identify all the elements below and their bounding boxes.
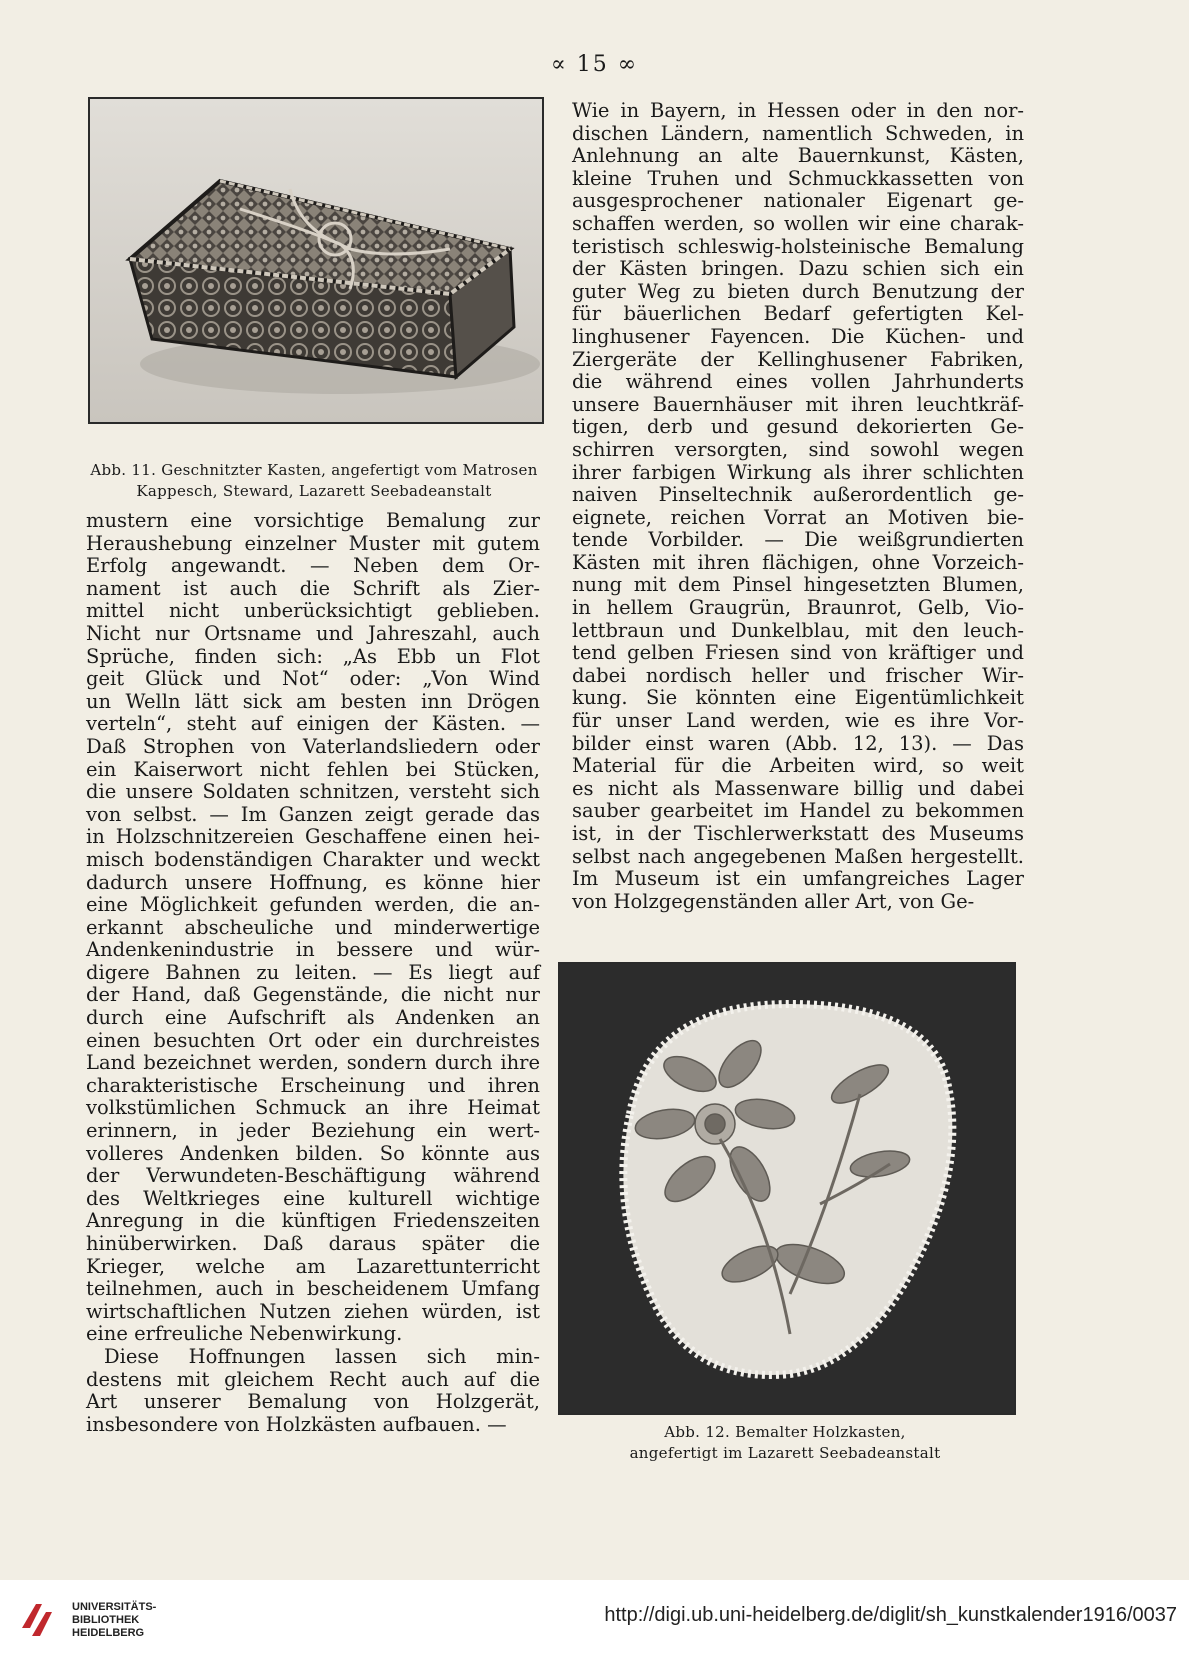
text-line: schaffen werden, so wollen wir eine charak-	[572, 211, 1024, 235]
logo-line: BIBLIOTHEK	[72, 1613, 140, 1626]
library-logo[interactable]	[18, 1598, 156, 1642]
text-line: Ziergeräte der Kellinghusener Fabriken,	[572, 347, 1024, 371]
text-line: für unser Land werden, wie es ihre Vor-	[572, 709, 1024, 733]
text-line: Heraushebung einzelner Muster mit gutem	[86, 531, 540, 555]
carved-box-image	[90, 99, 542, 422]
text-line: nung mit dem Pinsel hingesetzten Blumen,	[572, 573, 1024, 597]
library-logo-text	[72, 1601, 156, 1640]
text-line: destens mit gleichem Recht auch auf die	[86, 1367, 540, 1391]
page-number	[0, 52, 1189, 77]
text-line: dadurch unsere Hoffnung, es könne hier	[86, 870, 540, 894]
text-line: misch bodenständigen Charakter und weckt	[86, 847, 540, 871]
text-line: Art unserer Bemalung von Holzgerät,	[86, 1390, 540, 1414]
text-line: mittel nicht unberücksichtigt geblieben.	[86, 599, 540, 623]
text-line: es nicht als Massenware billig und dabei	[572, 776, 1024, 800]
figure-1-caption-line: Kappesch, Steward, Lazarett Seebadeanstalt	[136, 482, 492, 500]
text-line: von Holzgegenständen aller Art, von Ge-	[572, 889, 975, 913]
text-line: verteln“, steht auf einigen der Kästen. —	[86, 712, 540, 736]
text-line: die während eines vollen Jahrhunderts	[572, 370, 1024, 394]
figure-1-caption-line: Abb. 11. Geschnitzter Kasten, angefertigt vom Matrosen	[90, 461, 538, 479]
figure-carved-box	[88, 97, 544, 424]
text-line: eine Möglichkeit gefunden werden, die an-	[86, 893, 540, 917]
text-line: volkstümlichen Schmuck an ihre Heimat	[86, 1096, 540, 1120]
text-line: digere Bahnen zu leiten. — Es liegt auf	[86, 960, 540, 984]
text-line: teilnehmen, auch in bescheidenem Umfang	[86, 1277, 540, 1301]
left-text-column	[86, 510, 540, 1436]
text-line: insbesondere von Holzkästen aufbauen. —	[86, 1412, 507, 1436]
text-line: Diese Hoffnungen lassen sich min-	[104, 1344, 540, 1368]
text-line: Erfolg angewandt. — Neben dem Or-	[86, 554, 540, 578]
text-line: kung. Sie könnten eine Eigentümlichkeit	[572, 686, 1024, 710]
text-line: der Kästen bringen. Dazu schien sich ein	[572, 257, 1024, 281]
text-line: linghusener Fayencen. Die Küchen- und	[572, 324, 1024, 348]
text-line: teristisch schleswig-holsteinische Bemalung	[572, 234, 1024, 258]
figure-2-caption-line: Abb. 12. Bemalter Holzkasten,	[664, 1423, 906, 1441]
text-line: erinnern, in jeder Beziehung ein wert-	[86, 1119, 540, 1143]
text-line: Krieger, welche am Lazarettunterricht	[86, 1254, 540, 1278]
figure-painted-box	[558, 962, 1016, 1415]
text-line: volleres Andenken bilden. So könnte aus	[86, 1141, 540, 1165]
text-line: un Welln lätt sick am besten inn Drögen	[86, 689, 540, 713]
text-line: sauber gearbeitet im Handel zu bekommen	[572, 799, 1024, 823]
logo-line: HEIDELBERG	[72, 1626, 145, 1639]
page-number-value: 15	[576, 52, 609, 77]
text-line: der Hand, daß Gegenstände, die nicht nur	[86, 983, 540, 1007]
text-line: die unsere Soldaten schnitzen, versteht sich	[86, 780, 540, 804]
text-line: Land bezeichnet werden, sondern durch ihre	[86, 1051, 540, 1075]
text-line: Andenkenindustrie in bessere und wür-	[86, 938, 540, 962]
text-line: hinüberwirken. Daß daraus später die	[86, 1232, 540, 1255]
text-line: tende Vorbilder. — Die weißgrundierten	[572, 528, 1024, 552]
text-line: ein Kaiserwort nicht fehlen bei Stücken,	[86, 757, 540, 781]
text-line: kleine Truhen und Schmuckkassetten von	[572, 166, 1024, 190]
text-line: einen besuchten Ort oder ein durchreistes	[86, 1028, 540, 1052]
page-number-ornament-left: ∝	[550, 52, 577, 77]
text-line: von selbst. — Im Ganzen zeigt gerade das	[86, 802, 540, 826]
text-line: wirtschaftlichen Nutzen ziehen würden, ist	[86, 1299, 540, 1323]
right-text-column	[572, 100, 1024, 913]
text-line: Kästen mit ihren flächigen, ohne Vorzeich-	[572, 550, 1024, 574]
text-line: Material für die Arbeiten wird, so weit	[572, 754, 1024, 778]
text-line: Im Museum ist ein umfangreiches Lager	[572, 867, 1024, 891]
text-line: ihrer farbigen Wirkung als ihrer schlichten	[572, 460, 1024, 484]
text-line: Sprüche, finden sich: „As Ebb un Flot	[86, 644, 540, 668]
text-line: naiven Pinseltechnik außerordentlich ge-	[572, 483, 1024, 507]
text-line: der Verwundeten-Beschäftigung während	[86, 1164, 540, 1188]
text-line: lettbraun und Dunkelblau, mit den leuch-	[572, 618, 1024, 642]
text-line: geit Glück und Not“ oder: „Von Wind	[86, 667, 540, 691]
text-line: eignete, reichen Vorrat an Motiven bie-	[572, 505, 1024, 529]
text-line: Wie in Bayern, in Hessen oder in den nor-	[572, 99, 1024, 122]
text-line: in Holzschnitzereien Geschaffene einen hei-	[86, 825, 540, 849]
text-line: guter Weg zu bieten durch Benutzung der	[572, 279, 1024, 303]
painted-box-image	[560, 964, 1014, 1413]
figure-2-caption	[558, 1422, 1012, 1464]
text-line: schirren versorgten, sind sowohl wegen	[572, 437, 1024, 461]
text-line: Anregung in die künftigen Friedenszeiten	[86, 1209, 540, 1233]
text-line: ist, in der Tischlerwerkstatt des Museums	[572, 822, 1024, 845]
text-line: dischen Ländern, namentlich Schweden, in	[572, 121, 1024, 145]
text-line: des Weltkrieges eine kulturell wichtige	[86, 1186, 540, 1210]
text-line: für bäuerlichen Bedarf gefertigten Kel-	[572, 302, 1024, 326]
text-line: ausgesprochener nationaler Eigenart ge-	[572, 189, 1024, 213]
text-line: unsere Bauernhäuser mit ihren leuchtkräf-	[572, 392, 1024, 416]
text-line: charakteristische Erscheinung und ihren	[86, 1073, 540, 1097]
text-line: nament ist auch die Schrift als Zier-	[86, 576, 540, 600]
text-line: mustern eine vorsichtige Bemalung zur	[86, 509, 540, 532]
text-line: bilder einst waren (Abb. 12, 13). — Das	[572, 731, 1024, 755]
logo-line: UNIVERSITÄTS-	[72, 1600, 157, 1613]
page-number-ornament-right: ∞	[608, 52, 639, 77]
figure-1-caption	[86, 460, 542, 502]
text-line: selbst nach angegebenen Maßen hergestellt.	[572, 844, 1024, 868]
library-logo-icon	[18, 1598, 62, 1642]
text-line: tend gelben Friesen sind von kräftiger und	[572, 641, 1024, 665]
text-line: eine erfreuliche Nebenwirkung.	[86, 1322, 403, 1346]
text-line: dabei nordisch heller und frischer Wir-	[572, 663, 1024, 687]
text-line: erkannt abscheuliche und minderwertige	[86, 915, 540, 939]
text-line: Daß Strophen von Vaterlandsliedern oder	[86, 734, 540, 758]
text-line: durch eine Aufschrift als Andenken an	[86, 1006, 540, 1030]
text-line: tigen, derb und gesund dekorierten Ge-	[572, 415, 1024, 439]
text-line: Anlehnung an alte Bauernkunst, Kästen,	[572, 144, 1024, 168]
text-line: Nicht nur Ortsname und Jahreszahl, auch	[86, 621, 540, 645]
source-url-link[interactable]: http://digi.ub.uni-heidelberg.de/diglit/sh_kunstkalender1916/0037	[604, 1604, 1177, 1626]
text-line: in hellem Graugrün, Braunrot, Gelb, Vio-	[572, 596, 1024, 620]
figure-2-caption-line: angefertigt im Lazarett Seebadeanstalt	[629, 1444, 941, 1462]
